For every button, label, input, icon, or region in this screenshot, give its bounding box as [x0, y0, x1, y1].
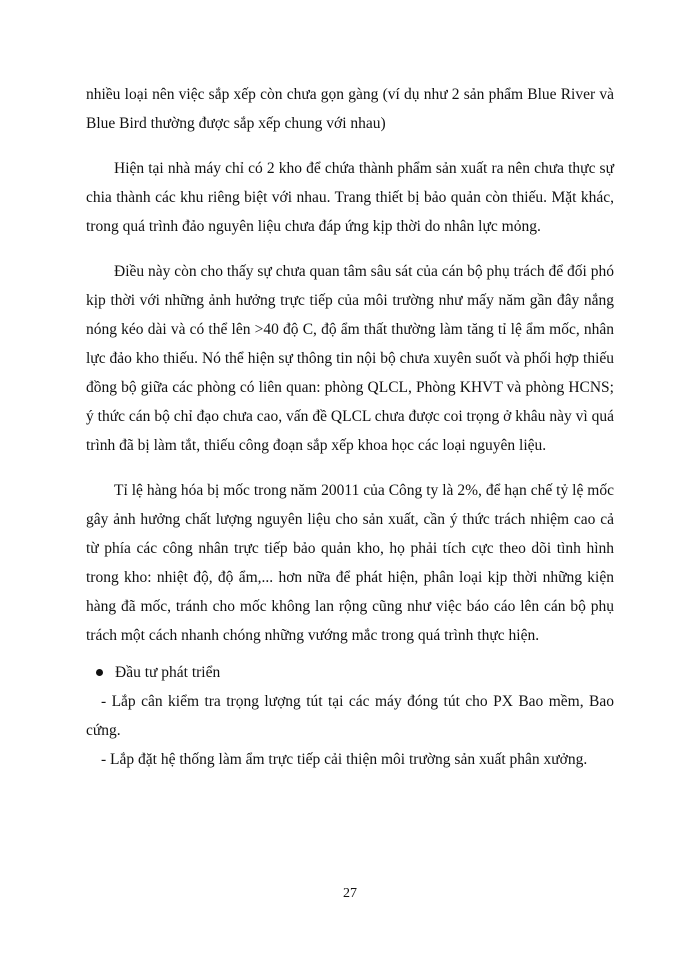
- dash-item-scale-install: - Lắp cân kiểm tra trọng lượng tút tại các máy đóng tút cho PX Bao mềm, Bao cứng.: [86, 693, 614, 739]
- page-content: [86, 80, 614, 774]
- bullet-item-development: [86, 658, 614, 687]
- paragraph-mold-rate: Tỉ lệ hàng hóa bị mốc trong năm 20011 của Công ty là 2%, để hạn chế tỷ lệ mốc gây ảnh hưởng chất lượng nguyên liệu cho sản xuất, cần ý thức trách nhiệm cao cả từ phía các công nhân trực tiếp bảo quản kho, họ phải tích cực theo dõi tình hình trong kho: nhiệt độ, độ ẩm,... hơn nữa để phát hiện, phân loại kịp thời những kiện hàng đã mốc, tránh cho mốc không lan rộng cũng như việc báo cáo lên cán bộ phụ trách một cách nhanh chóng những vướng mắc trong quá trình thực hiện.: [86, 482, 614, 644]
- paragraph-management-issues: Điều này còn cho thấy sự chưa quan tâm sâu sát của cán bộ phụ trách để đối phó kịp thời với những ảnh hưởng trực tiếp của môi trường như mấy năm gần đây nắng nóng kéo dài và có thể lên >40 độ C, độ ẩm thất thường làm tăng tỉ lệ ẩm mốc, nhân lực đảo kho thiếu. Nó thể hiện sự thông tin nội bộ chưa xuyên suốt và phối hợp thiếu đồng bộ giữa các phòng có liên quan: phòng QLCL, Phòng KHVT và phòng HCNS; ý thức cán bộ chỉ đạo chưa cao, vấn đề QLCL chưa được coi trọng ở khâu này vì quá trình đã bị làm tắt, thiếu công đoạn sắp xếp khoa học các loại nguyên liệu.: [86, 263, 614, 454]
- bullet-label: Đầu tư phát triển: [115, 664, 221, 681]
- dash-item-humidifier-install: - Lắp đặt hệ thống làm ẩm trực tiếp cải thiện môi trường sản xuất phân xưởng.: [101, 751, 588, 768]
- page-number: 27: [343, 886, 357, 901]
- paragraph-storage-arrangement: nhiều loại nên việc sắp xếp còn chưa gọn gàng (ví dụ như 2 sản phẩm Blue River và Blue Bird thường được sắp xếp chung với nhau): [86, 86, 614, 132]
- bullet-dot-icon: [96, 669, 103, 676]
- paragraph-warehouse-status: Hiện tại nhà máy chỉ có 2 kho để chứa thành phẩm sản xuất ra nên chưa thực sự chia thành các khu riêng biệt với nhau. Trang thiết bị bảo quản còn thiếu. Mặt khác, trong quá trình đảo nguyên liệu chưa đáp ứng kịp thời do nhân lực mỏng.: [86, 160, 614, 235]
